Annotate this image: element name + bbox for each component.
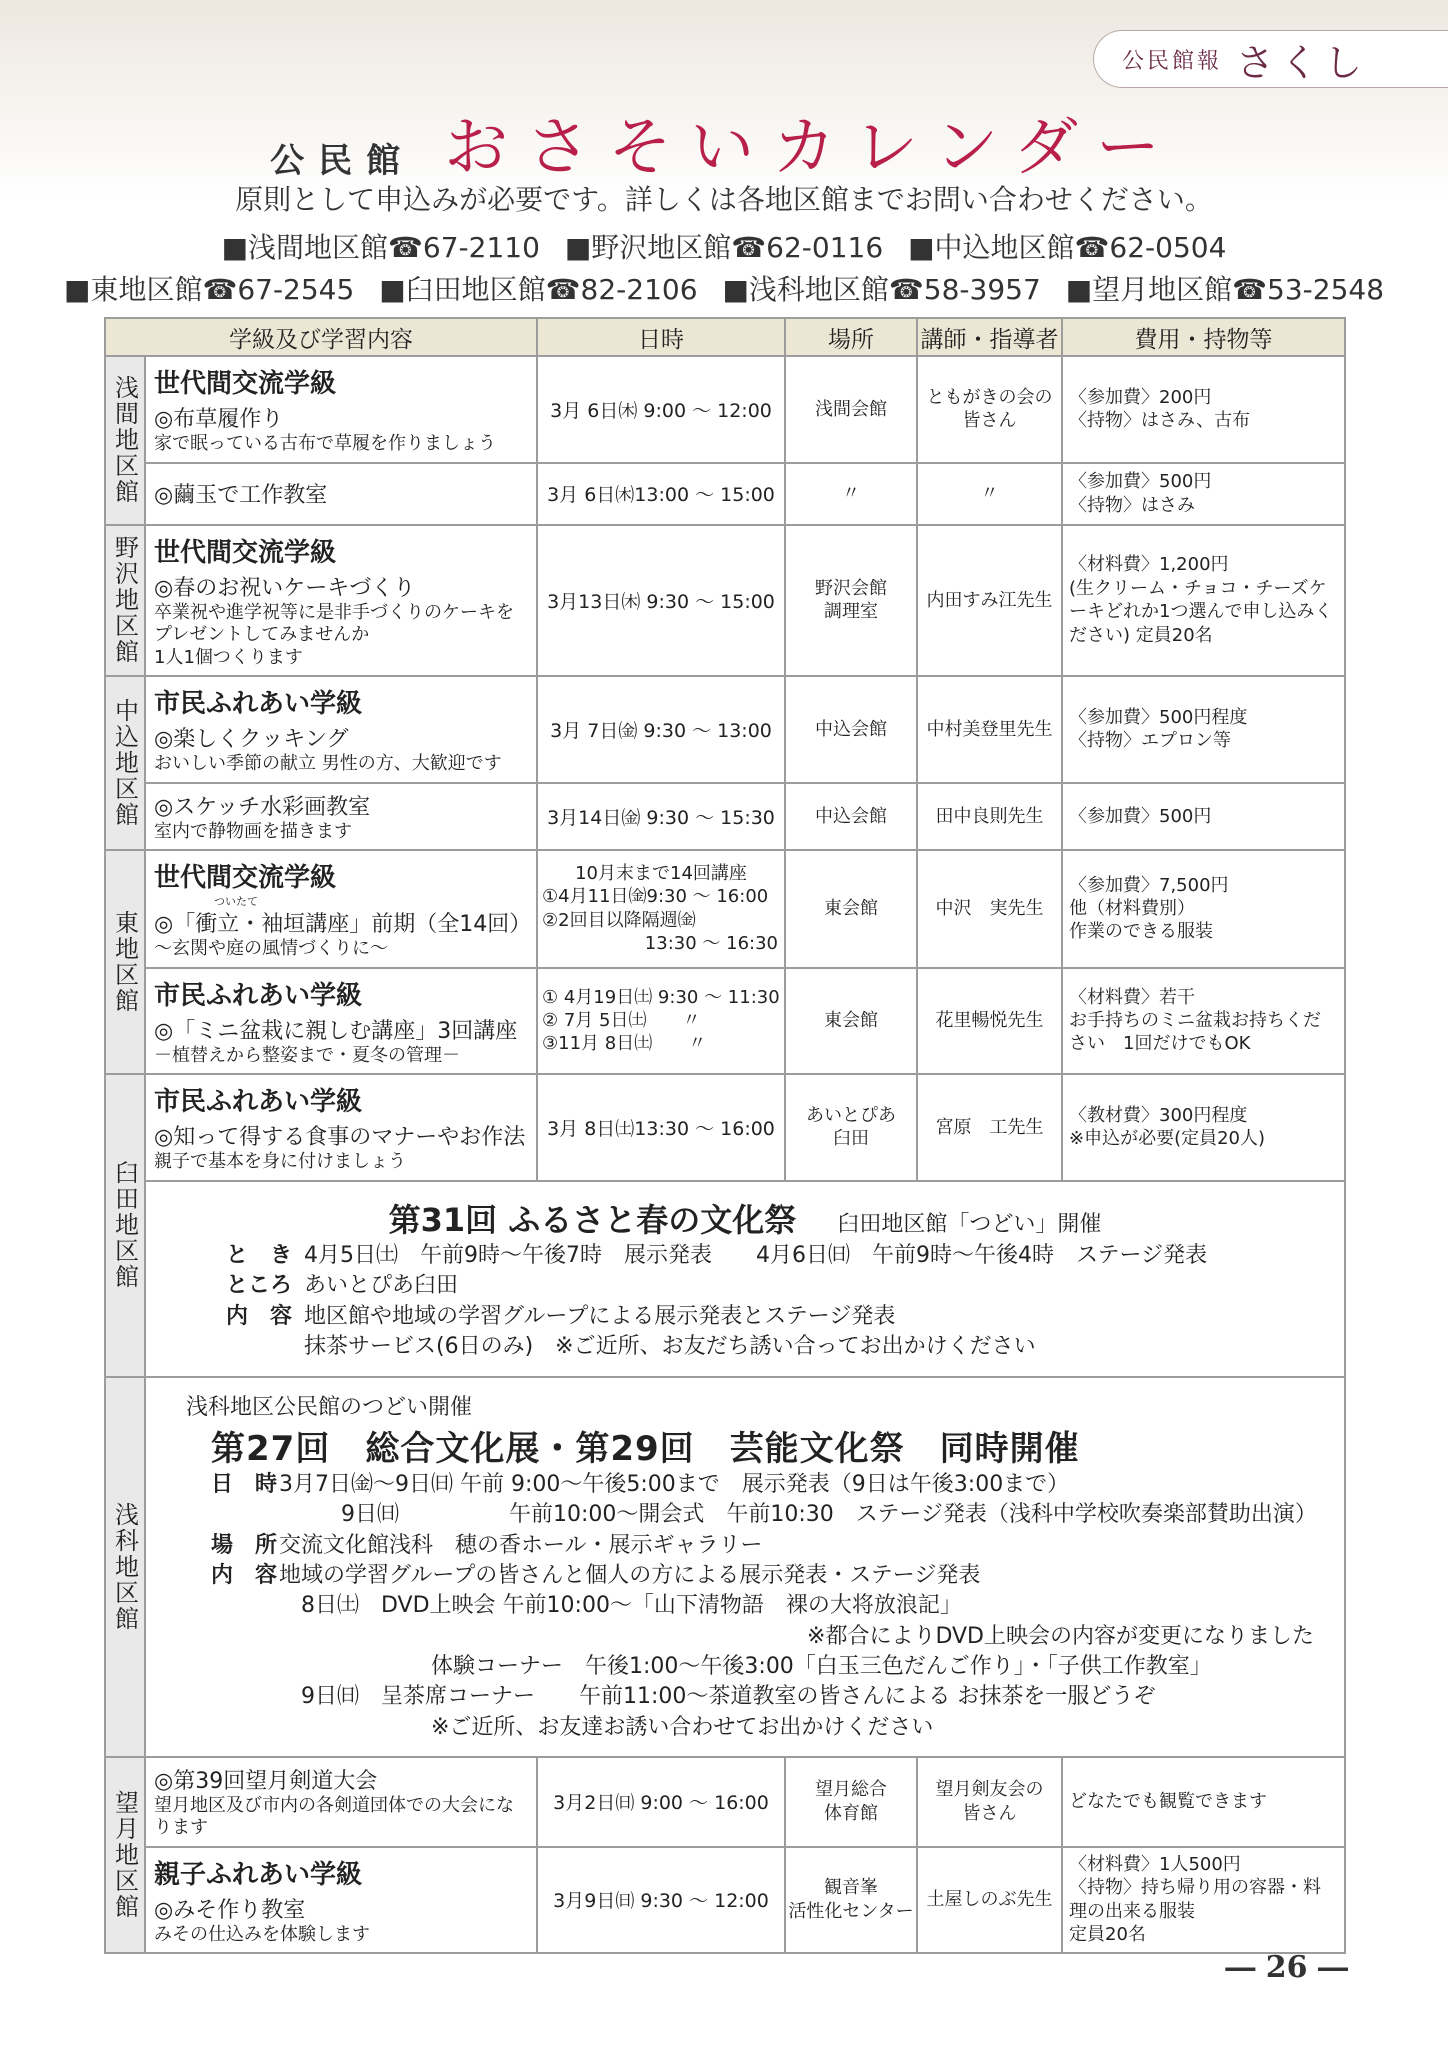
event-line bbox=[211, 1531, 1334, 1561]
place-cell: 東会館 bbox=[785, 850, 917, 968]
teacher-cell: 中村美登里先生 bbox=[917, 676, 1062, 783]
event-text: 3月7日㈮～9日㈰ 午前 9:00～午後5:00まで 展示発表（9日は午後3:00まで） bbox=[279, 1471, 1070, 1497]
fee-cell bbox=[1062, 968, 1345, 1075]
fee-cell bbox=[1062, 850, 1345, 968]
newsletter-label: 公民館報 bbox=[1122, 48, 1223, 74]
event-text: あいとぴあ臼田 bbox=[304, 1273, 459, 1299]
course-title: 世代間交流学級 bbox=[154, 369, 337, 399]
course-item: ◎繭玉で工作教室 bbox=[154, 483, 328, 508]
fee-line: 〈材料費〉若干 bbox=[1069, 986, 1195, 1008]
course-desc: 卒業祝や進学祝等に是非手づくりのケーキをプレゼントしてみませんか bbox=[154, 601, 514, 645]
fee-line: 〈持物〉はさみ bbox=[1069, 494, 1195, 516]
content-cell bbox=[145, 356, 537, 463]
phone-nakagomi: ■中込地区館☎62-0504 bbox=[908, 231, 1227, 264]
place-cell: 〃 bbox=[785, 463, 917, 525]
course-item: ◎知って得する食事のマナーやお作法 bbox=[154, 1125, 526, 1150]
title-main: おさそいカレンダー bbox=[444, 111, 1178, 185]
course-desc: ～玄関や庭の風情づくりに～ bbox=[154, 938, 388, 959]
event-line: 9日㈰ 午前10:00～開会式 午前10:30 ステージ発表（浅科中学校吹奏楽部賛助出演） bbox=[341, 1502, 1317, 1528]
place-line: 体育館 bbox=[824, 1802, 878, 1824]
fee-line: 〈参加費〉500円 bbox=[1069, 471, 1212, 493]
phone-asama: ■浅間地区館☎67-2110 bbox=[221, 231, 540, 264]
district-label-usuda: 臼田地区館 bbox=[105, 1074, 145, 1377]
place-cell: 中込会館 bbox=[785, 783, 917, 851]
date-cell: 3月 8日㈯13:30 ～ 16:00 bbox=[537, 1074, 785, 1181]
course-title: 世代間交流学級 bbox=[154, 863, 337, 893]
table-row bbox=[105, 1074, 1345, 1181]
date-cell: 3月 7日㈮ 9:30 ～ 13:00 bbox=[537, 676, 785, 783]
content-cell bbox=[145, 676, 537, 783]
district-label-asama: 浅間地区館 bbox=[105, 356, 145, 525]
course-title: 世代間交流学級 bbox=[154, 537, 337, 568]
event-label: 内 容 bbox=[211, 1562, 278, 1588]
phone-usuda: ■臼田地区館☎82-2106 bbox=[379, 273, 698, 306]
header-teacher: 講師・指導者 bbox=[917, 318, 1062, 356]
course-item: ◎春のお祝いケーキづくり bbox=[154, 575, 416, 601]
date-line: ② 7月 5日㈯ 〃 bbox=[542, 1010, 701, 1032]
teacher-cell: 中沢 実先生 bbox=[917, 850, 1062, 968]
table-row bbox=[105, 1181, 1345, 1377]
course-item: ◎「衝立・袖垣講座」前期（全14回） bbox=[154, 912, 532, 937]
event-text: 4月5日㈯ 午前9時～午後7時 展示発表 4月6日㈰ 午前9時～午後4時 ステージ発表 bbox=[304, 1242, 1208, 1268]
date-cell: 3月 6日㈭ 9:00 ～ 12:00 bbox=[537, 356, 785, 463]
fee-line: 〈参加費〉500円 bbox=[1069, 805, 1212, 827]
course-desc: おいしい季節の献立 男性の方、大歓迎です bbox=[154, 753, 502, 774]
teacher-cell: 花里暢悦先生 bbox=[917, 968, 1062, 1075]
course-item: ◎スケッチ水彩画教室 bbox=[154, 794, 371, 820]
fee-line: 〈参加費〉500円程度 bbox=[1069, 706, 1248, 728]
header-content: 学級及び学習内容 bbox=[105, 318, 537, 356]
subtitle: 原則として申込みが必要です。詳しくは各地区館までお問い合わせください。 bbox=[235, 183, 1213, 216]
ruby-text: ついたて bbox=[214, 895, 258, 908]
fee-line: 〈持物〉エプロン等 bbox=[1069, 730, 1231, 752]
event-line bbox=[211, 1470, 1334, 1500]
date-cell: 3月2日㈰ 9:00 ～ 16:00 bbox=[537, 1757, 785, 1847]
phone-mochizuki: ■望月地区館☎53-2548 bbox=[1065, 273, 1385, 306]
content-cell bbox=[145, 463, 537, 525]
header-date: 日時 bbox=[537, 318, 785, 356]
place-cell bbox=[785, 1757, 917, 1847]
date-cell bbox=[537, 850, 785, 968]
district-label-higashi: 東地区館 bbox=[105, 850, 145, 1074]
district-label-asashina: 浅科地区館 bbox=[105, 1377, 145, 1757]
date-cell: 3月13日㈭ 9:30 ～ 15:00 bbox=[537, 525, 785, 677]
content-cell bbox=[145, 1847, 537, 1954]
place-cell: 中込会館 bbox=[785, 676, 917, 783]
course-item: ◎「ミニ盆栽に親しむ講座」3回講座 bbox=[154, 1018, 518, 1044]
course-item: ◎楽しくクッキング bbox=[154, 727, 349, 752]
phone-asashina: ■浅科地区館☎58-3957 bbox=[722, 273, 1041, 306]
fee-cell bbox=[1062, 463, 1345, 525]
course-item: ◎みそ作り教室 bbox=[154, 1897, 306, 1923]
fee-cell bbox=[1062, 676, 1345, 783]
event-line: ※ご近所、お友達お誘い合わせてお出かけください bbox=[431, 1714, 934, 1740]
event-line: ※都合によりDVD上映会の内容が変更になりました bbox=[807, 1623, 1314, 1649]
event-text: 地区館や地域の学習グループによる展示発表とステージ発表 bbox=[304, 1303, 896, 1329]
event-label: 場 所 bbox=[211, 1532, 278, 1558]
place-line: 野沢会館 bbox=[815, 577, 887, 599]
place-cell bbox=[785, 525, 917, 677]
phone-nozawa: ■野沢地区館☎62-0116 bbox=[564, 231, 884, 264]
event-pre: 浅科地区公民館のつどい開催 bbox=[186, 1394, 473, 1420]
fee-line: 〈参加費〉7,500円 bbox=[1069, 874, 1229, 896]
fee-line: 作業のできる服装 bbox=[1069, 921, 1213, 943]
place-cell: 東会館 bbox=[785, 968, 917, 1075]
place-line: 望月総合 bbox=[815, 1779, 887, 1801]
event-line: 抹茶サービス(6日のみ) ※ご近所、お友だち誘い合ってお出かけください bbox=[304, 1333, 1036, 1359]
course-title: 市民ふれあい学級 bbox=[154, 980, 363, 1011]
fee-line: 〈参加費〉200円 bbox=[1069, 386, 1212, 408]
course-desc: 親子で基本を身に付けましょう bbox=[154, 1151, 406, 1172]
course-desc: 1人1個つくります bbox=[154, 646, 303, 668]
event-line bbox=[226, 1271, 1334, 1301]
fee-line: 〈持物〉はさみ、古布 bbox=[1069, 410, 1251, 432]
fee-line: 定員20名 bbox=[1069, 1924, 1146, 1946]
table-row bbox=[105, 676, 1345, 783]
header-place: 場所 bbox=[785, 318, 917, 356]
date-line: ① 4月19日㈯ 9:30 ～ 11:30 bbox=[542, 986, 780, 1008]
usuda-festival-event bbox=[145, 1181, 1345, 1377]
date-line: 13:30 ～ 16:30 bbox=[644, 933, 778, 955]
event-line bbox=[226, 1302, 1334, 1332]
asashina-festival-event bbox=[145, 1377, 1345, 1757]
event-line bbox=[226, 1241, 1334, 1271]
district-label-nozawa: 野沢地区館 bbox=[105, 525, 145, 677]
table-header-row bbox=[105, 318, 1345, 356]
fee-line: 他（材料費別） bbox=[1069, 898, 1195, 920]
fee-line: ※申込が必要(定員20人) bbox=[1069, 1128, 1266, 1150]
teacher-cell: 土屋しのぶ先生 bbox=[917, 1847, 1062, 1954]
course-item: ◎布草履作り bbox=[154, 407, 284, 432]
course-title: 親子ふれあい学級 bbox=[154, 1859, 363, 1890]
table-row bbox=[105, 1757, 1345, 1847]
teacher-cell: 〃 bbox=[917, 463, 1062, 525]
district-label-mochizuki: 望月地区館 bbox=[105, 1757, 145, 1954]
date-cell: 3月14日㈮ 9:30 ～ 15:30 bbox=[537, 783, 785, 851]
fee-line: 〈材料費〉1,200円 bbox=[1069, 554, 1229, 576]
event-label: 日 時 bbox=[211, 1471, 278, 1497]
course-title: 市民ふれあい学級 bbox=[154, 689, 363, 719]
course-desc: 家で眠っている古布で草履を作りましょう bbox=[154, 433, 496, 454]
place-cell bbox=[785, 1074, 917, 1181]
fee-line: 〈教材費〉300円程度 bbox=[1069, 1104, 1248, 1126]
event-title bbox=[156, 1195, 1334, 1241]
course-item: ◎第39回望月剣道大会 bbox=[154, 1768, 378, 1794]
course-desc: 望月地区及び市内の各剣道団体での大会になります bbox=[154, 1794, 514, 1838]
course-desc: 室内で静物画を描きます bbox=[154, 820, 352, 842]
place-cell bbox=[785, 1847, 917, 1954]
date-line: ①4月11日㈮9:30 ～ 16:00 bbox=[542, 886, 769, 908]
event-line: 9日㈰ 呈茶席コーナー 午前11:00～茶道教室の皆さんによる お抹茶を一服どうぞ bbox=[301, 1684, 1156, 1710]
phone-higashi: ■東地区館☎67-2545 bbox=[63, 273, 355, 306]
place-line: 活性化センター bbox=[788, 1900, 914, 1922]
event-text: 地域の学習グループの皆さんと個人の方による展示発表・ステージ発表 bbox=[279, 1562, 981, 1588]
date-cell: 3月 6日㈭13:00 ～ 15:00 bbox=[537, 463, 785, 525]
fee-cell bbox=[1062, 1847, 1345, 1954]
event-label: 内 容 bbox=[226, 1303, 293, 1329]
event-line: 8日㈯ DVD上映会 午前10:00～「山下清物語 裸の大将放浪記」 bbox=[301, 1593, 962, 1619]
fee-cell bbox=[1062, 1074, 1345, 1181]
title-sub: 公民館 bbox=[270, 141, 415, 181]
course-title: 市民ふれあい学級 bbox=[154, 1087, 363, 1117]
teacher-line: 皆さん bbox=[962, 1802, 1017, 1824]
event-title-main: 第31回 ふるさと春の文化祭 bbox=[388, 1200, 797, 1239]
place-line: あいとぴあ bbox=[806, 1104, 896, 1126]
header-fee: 費用・持物等 bbox=[1062, 318, 1345, 356]
fee-line: 〈持物〉持ち帰り用の容器・料理の出来る服装 bbox=[1069, 1877, 1321, 1922]
phone-list-row2 bbox=[0, 268, 1448, 308]
place-line: 調理室 bbox=[824, 601, 878, 623]
content-cell bbox=[145, 1074, 537, 1181]
table-row bbox=[105, 1377, 1345, 1757]
fee-line: 〈材料費〉1人500円 bbox=[1069, 1853, 1241, 1875]
content-cell bbox=[145, 783, 537, 851]
phone-list-row1 bbox=[0, 226, 1448, 266]
teacher-cell: 田中良則先生 bbox=[917, 783, 1062, 851]
newsletter-tab bbox=[1093, 30, 1448, 88]
content-cell bbox=[145, 968, 537, 1075]
content-cell bbox=[145, 1757, 537, 1847]
table-row bbox=[105, 525, 1345, 677]
event-label: ところ bbox=[226, 1273, 293, 1299]
table-row bbox=[105, 783, 1345, 851]
fee-cell bbox=[1062, 1757, 1345, 1847]
fee-line: どなたでも観覧できます bbox=[1069, 1790, 1267, 1812]
content-cell bbox=[145, 850, 537, 968]
event-label: と き bbox=[226, 1242, 293, 1268]
fee-cell bbox=[1062, 783, 1345, 851]
place-cell: 浅間会館 bbox=[785, 356, 917, 463]
teacher-cell bbox=[917, 1757, 1062, 1847]
date-line: ②2回目以降隔週㈮ bbox=[542, 909, 696, 931]
table-row bbox=[105, 968, 1345, 1075]
event-text: 交流文化館浅科 穂の香ホール・展示ギャラリー bbox=[279, 1532, 763, 1558]
fee-line: (生クリーム・チョコ・チーズケーキどれか1つ選んで申し込みください) 定員20名 bbox=[1069, 577, 1333, 646]
course-desc: －植替えから整姿まで・夏冬の管理－ bbox=[154, 1044, 460, 1066]
district-label-nakagomi: 中込地区館 bbox=[105, 676, 145, 850]
course-desc: みその仕込みを体験します bbox=[154, 1923, 370, 1945]
date-line: ③11月 8日㈯ 〃 bbox=[542, 1033, 707, 1055]
fee-cell bbox=[1062, 525, 1345, 677]
place-line: 観音峯 bbox=[824, 1877, 878, 1899]
event-title-sub: 臼田地区館「つどい」開催 bbox=[837, 1211, 1102, 1237]
teacher-cell: 宮原 工先生 bbox=[917, 1074, 1062, 1181]
teacher-cell: 内田すみ江先生 bbox=[917, 525, 1062, 677]
table-row bbox=[105, 356, 1345, 463]
event-line: 体験コーナー 午後1:00～午後3:00「白玉三色だんご作り」・「子供工作教室」 bbox=[431, 1654, 1212, 1680]
teacher-line: 望月剣友会の bbox=[935, 1779, 1044, 1801]
newsletter-name: さくし bbox=[1236, 40, 1369, 85]
event-line bbox=[211, 1561, 1334, 1591]
date-cell bbox=[537, 968, 785, 1075]
date-line: 10月末まで14回講座 bbox=[575, 862, 747, 884]
table-row bbox=[105, 1847, 1345, 1954]
table-row bbox=[105, 850, 1345, 968]
page-number: ― 26 ― bbox=[1225, 1950, 1348, 1985]
table-row bbox=[105, 463, 1345, 525]
page-title bbox=[0, 108, 1448, 188]
calendar-table bbox=[104, 317, 1346, 1954]
fee-line: お手持ちのミニ盆栽お持ちください 1回だけでもOK bbox=[1069, 1010, 1321, 1055]
place-line: 臼田 bbox=[833, 1128, 869, 1150]
content-cell bbox=[145, 525, 537, 677]
teacher-cell: ともがきの会の皆さん bbox=[917, 356, 1062, 463]
date-cell: 3月9日㈰ 9:30 ～ 12:00 bbox=[537, 1847, 785, 1954]
fee-cell bbox=[1062, 356, 1345, 463]
event-title: 第27回 総合文化展・第29回 芸能文化祭 同時開催 bbox=[211, 1428, 1080, 1469]
